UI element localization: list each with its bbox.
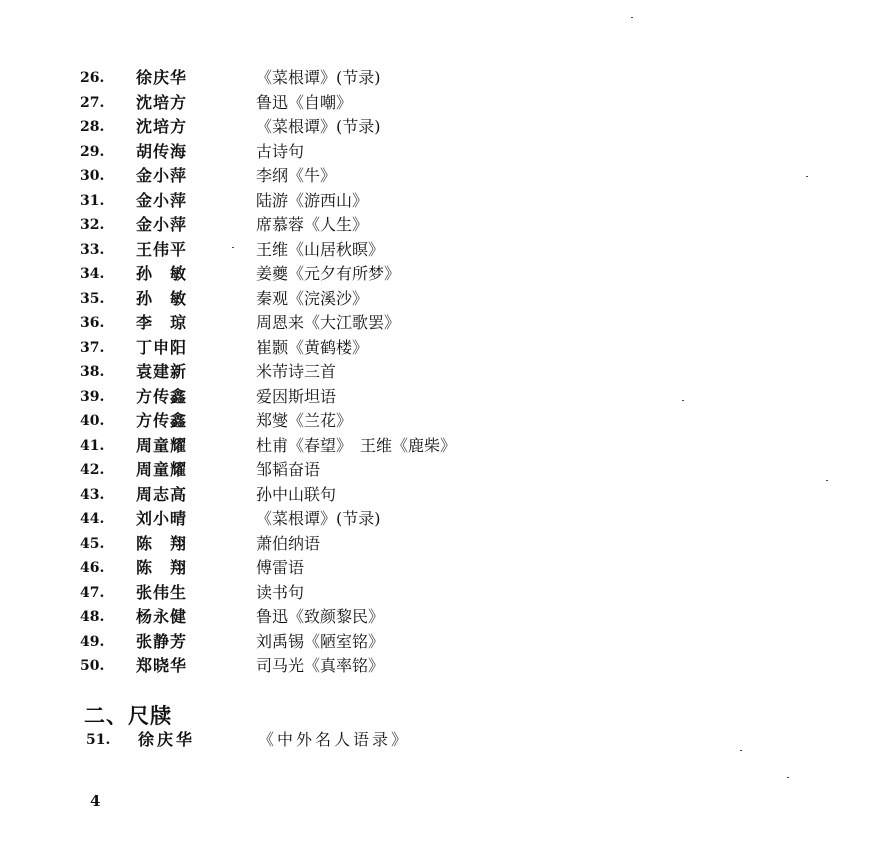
- list-item: [80, 532, 600, 557]
- entry-title: 鲁迅《自嘲》: [256, 92, 353, 112]
- entry-number: 32.: [80, 217, 105, 233]
- entry-author: 袁建新: [136, 362, 188, 381]
- page-number: 4: [90, 792, 101, 810]
- list-item: [80, 360, 600, 385]
- entry-author: 陈 翔: [136, 533, 188, 553]
- entry-title: 李纲《牛》: [256, 166, 337, 185]
- list-item: [86, 728, 606, 753]
- entry-title: 傅雷语: [256, 558, 305, 577]
- list-item: [80, 654, 600, 679]
- entry-number: 44.: [80, 511, 105, 527]
- entry-author: 方传鑫: [136, 411, 188, 430]
- list-item: [80, 385, 600, 410]
- entry-number: 33.: [80, 241, 105, 258]
- entry-title: 姜夔《元夕有所梦》: [256, 264, 401, 283]
- entry-title: 杜甫《春望》 王维《鹿柴》: [256, 435, 457, 455]
- entry-author: 孙 敏: [136, 288, 188, 308]
- entry-number: 51.: [86, 732, 111, 748]
- list-item: [80, 581, 600, 606]
- entry-number: 30.: [80, 168, 105, 184]
- list-item: [80, 630, 600, 655]
- entry-title: 邹韬奋语: [256, 460, 321, 479]
- list-item: [80, 336, 600, 361]
- entry-number: 37.: [80, 339, 105, 356]
- entry-author: 周童耀: [136, 435, 188, 455]
- entry-number: 26.: [80, 70, 105, 86]
- entry-number: 28.: [80, 119, 105, 135]
- entry-title: 米芾诗三首: [256, 362, 337, 381]
- list-item: [80, 311, 600, 336]
- list-item: [80, 262, 600, 287]
- entry-title: 王维《山居秋暝》: [256, 239, 385, 259]
- entry-author: 胡传海: [136, 141, 188, 161]
- entry-number: 29.: [80, 143, 105, 160]
- entry-title: 席慕蓉《人生》: [256, 215, 369, 234]
- scan-speck: [682, 400, 684, 401]
- entry-title: 陆游《游西山》: [256, 190, 369, 210]
- list-item: [80, 483, 600, 508]
- list-item: [80, 115, 600, 140]
- entry-author: 徐庆华: [136, 68, 188, 87]
- list-item: [80, 66, 600, 91]
- entry-number: 47.: [80, 584, 105, 601]
- entry-author: 李 琼: [136, 313, 188, 332]
- entry-number: 31.: [80, 192, 105, 209]
- list-item: [80, 189, 600, 214]
- entry-title: 《菜根谭》(节录): [256, 68, 381, 87]
- entry-title: 爱因斯坦语: [256, 386, 337, 406]
- entry-author: 丁申阳: [136, 337, 188, 357]
- section-entry-list: [86, 728, 606, 753]
- entry-number: 46.: [80, 560, 105, 576]
- entry-number: 50.: [80, 658, 105, 674]
- list-item: [80, 556, 600, 581]
- entry-author: 张静芳: [136, 631, 188, 651]
- entry-author: 王伟平: [136, 239, 188, 259]
- entry-title: 刘禹锡《陋室铭》: [256, 631, 385, 651]
- entry-author: 杨永健: [136, 607, 188, 626]
- list-item: [80, 507, 600, 532]
- entry-number: 45.: [80, 535, 105, 552]
- entry-author: 郑晓华: [136, 656, 188, 675]
- entry-number: 49.: [80, 633, 105, 650]
- entry-author: 孙 敏: [136, 264, 188, 283]
- entry-author: 金小萍: [136, 166, 188, 185]
- entry-title: 周恩来《大江歌罢》: [256, 313, 401, 332]
- list-item: [80, 91, 600, 116]
- list-item: [80, 434, 600, 459]
- list-item: [80, 213, 600, 238]
- list-item: [80, 164, 600, 189]
- list-item: [80, 238, 600, 263]
- entry-number: 48.: [80, 609, 105, 625]
- entry-title: 《菜根谭》(节录): [256, 117, 381, 136]
- entry-title: 古诗句: [256, 141, 305, 161]
- list-item: [80, 287, 600, 312]
- entry-title: 《中外名人语录》: [258, 730, 411, 749]
- entry-number: 35.: [80, 290, 105, 307]
- entry-title: 孙中山联句: [256, 484, 337, 504]
- entry-author: 刘小晴: [136, 509, 188, 528]
- scan-speck: [826, 480, 828, 481]
- entry-number: 34.: [80, 266, 105, 282]
- entry-number: 36.: [80, 315, 105, 331]
- entry-author: 陈 翔: [136, 558, 188, 577]
- entry-title: 秦观《浣溪沙》: [256, 288, 369, 308]
- section-heading: 二、尺牍: [84, 703, 172, 728]
- scan-speck: [787, 777, 789, 778]
- list-item: [80, 140, 600, 165]
- entry-title: 《菜根谭》(节录): [256, 509, 381, 528]
- entry-author: 徐庆华: [138, 730, 196, 749]
- entry-title: 读书句: [256, 582, 305, 602]
- entry-number: 42.: [80, 462, 105, 478]
- list-item: [80, 409, 600, 434]
- list-item: [80, 605, 600, 630]
- entry-title: 郑燮《兰花》: [256, 411, 353, 430]
- entry-author: 金小萍: [136, 215, 188, 234]
- scan-speck: [806, 176, 808, 177]
- entry-number: 40.: [80, 413, 105, 429]
- scan-speck: [740, 750, 742, 751]
- entry-author: 金小萍: [136, 190, 188, 210]
- entry-title: 萧伯纳语: [256, 533, 321, 553]
- entry-author: 周童耀: [136, 460, 188, 479]
- list-item: [80, 458, 600, 483]
- entry-title: 司马光《真率铭》: [256, 656, 385, 675]
- entry-author: 方传鑫: [136, 386, 188, 406]
- entry-author: 沈培方: [136, 117, 188, 136]
- entry-title: 崔颢《黄鹤楼》: [256, 337, 369, 357]
- entry-number: 38.: [80, 364, 105, 380]
- entry-number: 41.: [80, 437, 105, 454]
- entry-number: 27.: [80, 94, 105, 111]
- scan-speck: [232, 247, 234, 248]
- entry-number: 43.: [80, 486, 105, 503]
- entry-author: 沈培方: [136, 92, 188, 112]
- entry-list: [80, 66, 600, 679]
- entry-title: 鲁迅《致颜黎民》: [256, 607, 385, 626]
- entry-author: 张伟生: [136, 582, 188, 602]
- scan-speck: [631, 17, 633, 18]
- entry-number: 39.: [80, 388, 105, 405]
- entry-author: 周志高: [136, 484, 188, 504]
